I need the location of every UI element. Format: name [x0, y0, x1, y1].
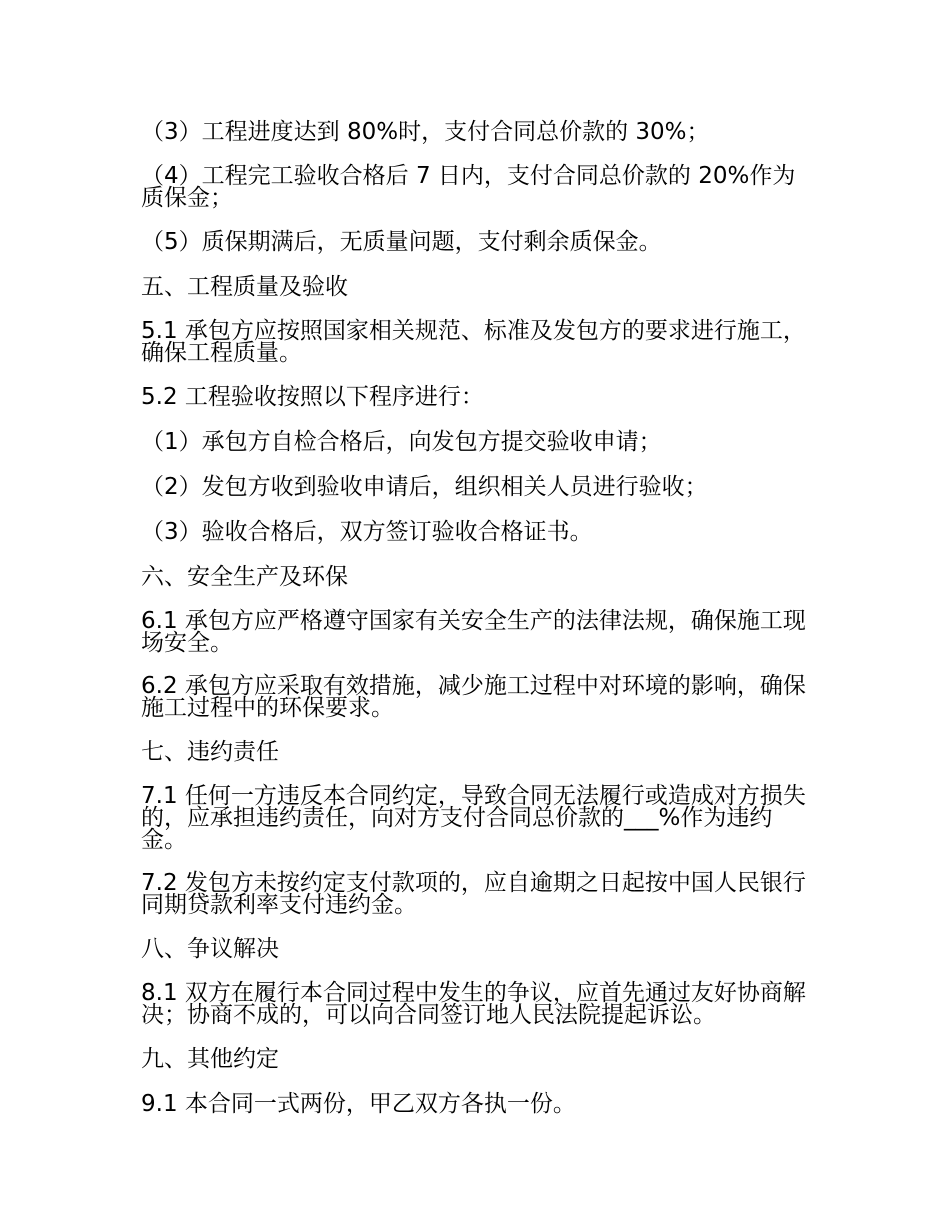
- clause-7-2: 7.2 发包方未按约定支付款项的，应自逾期之日起按中国人民银行同期贷款利率支付违约金。: [141, 870, 806, 918]
- section-heading-other: 九、其他约定: [141, 1046, 279, 1072]
- document-page: [141, 120, 806, 1137]
- clause-5-1: 5.1 承包方应按照国家相关规范、标准及发包方的要求进行施工，确保工程质量。: [141, 318, 806, 366]
- payment-clause-4: （4）工程完工验收合格后 7 日内，支付合同总价款的 20%作为质保金；: [141, 163, 796, 211]
- clause-9-1: 9.1 本合同一式两份，甲乙双方各执一份。: [141, 1091, 576, 1117]
- clause-7-1: 7.1 任何一方违反本合同约定，导致合同无法履行或造成对方损失的，应承担违约责任，向对方支付合同总价款的___%作为违约金。: [141, 783, 806, 853]
- acceptance-step-1: （1）承包方自检合格后，向发包方提交验收申请；: [141, 429, 662, 455]
- clause-8-1: 8.1 双方在履行本合同过程中发生的争议，应首先通过友好协商解决；协商不成的，可以向合同签订地人民法院提起诉讼。: [141, 980, 806, 1028]
- clause-6-1: 6.1 承包方应严格遵守国家有关安全生产的法律法规，确保施工现场安全。: [141, 608, 806, 656]
- payment-clause-3: （3）工程进度达到 80%时，支付合同总价款的 30%；: [141, 119, 710, 145]
- acceptance-step-3: （3）验收合格后，双方签订验收合格证书。: [141, 519, 593, 545]
- payment-clause-5: （5）质保期满后，无质量问题，支付剩余质保金。: [141, 229, 662, 255]
- clause-6-2: 6.2 承包方应采取有效措施，减少施工过程中对环境的影响，确保施工过程中的环保要求。: [141, 673, 806, 721]
- section-heading-disputes: 八、争议解决: [141, 936, 279, 962]
- clause-5-2: 5.2 工程验收按照以下程序进行：: [141, 384, 484, 410]
- section-heading-safety: 六、安全生产及环保: [141, 564, 348, 590]
- section-heading-quality: 五、工程质量及验收: [141, 274, 348, 300]
- section-heading-liability: 七、违约责任: [141, 739, 279, 765]
- acceptance-step-2: （2）发包方收到验收申请后，组织相关人员进行验收；: [141, 474, 708, 500]
